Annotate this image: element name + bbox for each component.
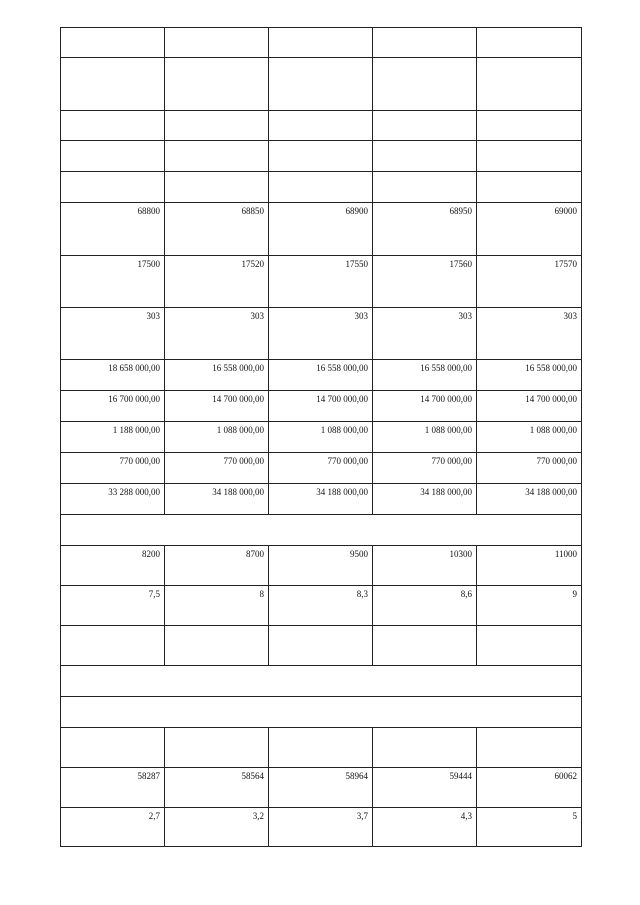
table-section-cell	[61, 666, 582, 697]
table-row	[61, 808, 582, 847]
table-cell	[165, 111, 269, 141]
cell-value	[375, 58, 472, 61]
cell-value: 17560	[449, 259, 472, 269]
cell-value: 68800	[137, 206, 160, 216]
table-cell	[269, 391, 373, 422]
table-cell	[165, 808, 269, 847]
cell-value: 17570	[554, 259, 577, 269]
cell-text	[63, 666, 577, 669]
table-row	[61, 28, 582, 58]
table-cell	[269, 626, 373, 666]
table-cell	[61, 111, 165, 141]
table-cell	[373, 203, 477, 256]
cell-value	[479, 58, 577, 61]
table-cell	[373, 360, 477, 391]
table-cell	[477, 256, 582, 308]
table-section-cell	[61, 697, 582, 728]
cell-value: 1 088 000,00	[216, 425, 264, 435]
table-cell	[269, 453, 373, 484]
table-cell	[477, 453, 582, 484]
cell-value: 303	[146, 311, 160, 321]
cell-value: 17500	[137, 259, 160, 269]
table-cell	[269, 728, 373, 768]
table-cell	[477, 768, 582, 808]
table-cell	[269, 360, 373, 391]
table-cell	[61, 453, 165, 484]
table-row	[61, 546, 582, 586]
table-cell	[165, 58, 269, 111]
cell-value	[479, 728, 577, 731]
cell-value	[167, 28, 264, 31]
cell-value: 59444	[449, 771, 472, 781]
data-table	[60, 27, 582, 847]
cell-value: 16 558 000,00	[525, 363, 577, 373]
table-cell	[373, 28, 477, 58]
cell-value: 17550	[345, 259, 368, 269]
cell-value: 34 188 000,00	[316, 487, 368, 497]
table-row	[61, 391, 582, 422]
table-cell	[61, 768, 165, 808]
table-cell	[269, 308, 373, 360]
table-cell	[61, 586, 165, 626]
table-cell	[61, 626, 165, 666]
table-cell	[165, 546, 269, 586]
cell-value: 303	[563, 311, 577, 321]
table-cell	[373, 256, 477, 308]
table-cell	[477, 58, 582, 111]
table-row	[61, 172, 582, 203]
cell-value: 770 000,00	[536, 456, 577, 466]
cell-value: 770 000,00	[223, 456, 264, 466]
cell-value: 8,3	[356, 589, 368, 599]
cell-value	[271, 111, 368, 114]
cell-value: 8200	[142, 549, 160, 559]
cell-value	[63, 626, 160, 629]
table-cell	[477, 28, 582, 58]
table-cell	[61, 141, 165, 172]
cell-value	[167, 626, 264, 629]
cell-value: 58964	[345, 771, 368, 781]
table-cell	[373, 422, 477, 453]
table-row	[61, 697, 582, 728]
table-cell	[269, 58, 373, 111]
cell-value: 770 000,00	[327, 456, 368, 466]
table-cell	[61, 256, 165, 308]
table-cell	[373, 546, 477, 586]
cell-value: 9	[572, 589, 577, 599]
cell-value: 1 188 000,00	[112, 425, 160, 435]
cell-value: 34 188 000,00	[525, 487, 577, 497]
cell-value	[63, 111, 160, 114]
table-cell	[269, 422, 373, 453]
table-cell	[269, 808, 373, 847]
table-cell	[61, 484, 165, 515]
cell-value	[375, 28, 472, 31]
table-cell	[165, 203, 269, 256]
cell-value: 770 000,00	[119, 456, 160, 466]
table-cell	[269, 546, 373, 586]
table-cell	[373, 768, 477, 808]
table-row	[61, 515, 582, 546]
cell-value	[375, 626, 472, 629]
table-cell	[165, 728, 269, 768]
table-cell	[165, 422, 269, 453]
cell-value	[271, 172, 368, 175]
table-cell	[61, 391, 165, 422]
table-cell	[61, 360, 165, 391]
cell-value: 1 088 000,00	[424, 425, 472, 435]
table-cell	[373, 626, 477, 666]
table-cell	[165, 626, 269, 666]
cell-value	[167, 58, 264, 61]
cell-value: 34 188 000,00	[212, 487, 264, 497]
table-row	[61, 728, 582, 768]
cell-value	[479, 626, 577, 629]
cell-value: 8700	[246, 549, 264, 559]
table-cell	[373, 453, 477, 484]
cell-value	[375, 728, 472, 731]
cell-value	[375, 111, 472, 114]
table-row	[61, 58, 582, 111]
table-cell	[61, 422, 165, 453]
table-cell	[477, 626, 582, 666]
cell-value	[63, 28, 160, 31]
cell-value: 11000	[554, 549, 577, 559]
table-cell	[61, 28, 165, 58]
table-cell	[477, 422, 582, 453]
table-cell	[477, 111, 582, 141]
table-cell	[373, 808, 477, 847]
table-cell	[269, 111, 373, 141]
table-row	[61, 484, 582, 515]
table-cell	[61, 203, 165, 256]
table-cell	[165, 360, 269, 391]
cell-value: 2,7	[148, 811, 160, 821]
table-cell	[165, 391, 269, 422]
table-cell	[373, 484, 477, 515]
table-cell	[269, 141, 373, 172]
cell-value: 16 558 000,00	[212, 363, 264, 373]
table-cell	[477, 546, 582, 586]
cell-value	[479, 28, 577, 31]
cell-value	[271, 626, 368, 629]
cell-value: 69000	[554, 206, 577, 216]
cell-value: 14 700 000,00	[420, 394, 472, 404]
table-cell	[477, 308, 582, 360]
table-row	[61, 308, 582, 360]
table-row	[61, 586, 582, 626]
table-cell	[373, 391, 477, 422]
cell-value: 14 700 000,00	[212, 394, 264, 404]
cell-value	[479, 141, 577, 144]
cell-value	[479, 172, 577, 175]
table-cell	[269, 28, 373, 58]
table-cell	[477, 391, 582, 422]
table-cell	[373, 172, 477, 203]
table-cell	[477, 203, 582, 256]
table-row	[61, 626, 582, 666]
cell-text	[63, 697, 577, 700]
table-cell	[373, 111, 477, 141]
cell-value: 8,6	[460, 589, 472, 599]
cell-value: 58287	[137, 771, 160, 781]
cell-value: 14 700 000,00	[316, 394, 368, 404]
table-cell	[165, 28, 269, 58]
table-cell	[373, 728, 477, 768]
table-row	[61, 666, 582, 697]
table-cell	[373, 586, 477, 626]
cell-value: 7,5	[148, 589, 160, 599]
table-row	[61, 453, 582, 484]
cell-value: 303	[250, 311, 264, 321]
cell-value: 16 700 000,00	[108, 394, 160, 404]
table-cell	[477, 172, 582, 203]
cell-value	[375, 141, 472, 144]
cell-value: 8	[259, 589, 264, 599]
table-cell	[165, 172, 269, 203]
cell-value: 68850	[241, 206, 264, 216]
table-cell	[477, 728, 582, 768]
cell-value	[63, 728, 160, 731]
table-cell	[269, 484, 373, 515]
table-cell	[165, 256, 269, 308]
cell-value: 16 558 000,00	[420, 363, 472, 373]
table-cell	[61, 58, 165, 111]
table-row	[61, 141, 582, 172]
cell-value: 58564	[241, 771, 264, 781]
table-cell	[61, 728, 165, 768]
cell-value	[63, 58, 160, 61]
table-row	[61, 360, 582, 391]
cell-value	[479, 111, 577, 114]
table-row	[61, 203, 582, 256]
table-cell	[373, 308, 477, 360]
table-cell	[269, 768, 373, 808]
cell-value: 303	[354, 311, 368, 321]
cell-value: 3,2	[252, 811, 264, 821]
table-row	[61, 111, 582, 141]
table-cell	[373, 141, 477, 172]
cell-value: 18 658 000,00	[108, 363, 160, 373]
table-cell	[269, 586, 373, 626]
cell-value: 1 088 000,00	[320, 425, 368, 435]
cell-value	[271, 141, 368, 144]
table-cell	[477, 484, 582, 515]
table-cell	[477, 586, 582, 626]
cell-value: 16 558 000,00	[316, 363, 368, 373]
table-cell	[165, 484, 269, 515]
cell-value: 14 700 000,00	[525, 394, 577, 404]
cell-value: 33 288 000,00	[108, 487, 160, 497]
table-body	[61, 28, 582, 847]
cell-value: 68900	[345, 206, 368, 216]
cell-value	[271, 728, 368, 731]
table-row	[61, 422, 582, 453]
cell-value: 60062	[554, 771, 577, 781]
cell-value	[63, 172, 160, 175]
table-cell	[477, 141, 582, 172]
cell-value	[271, 58, 368, 61]
table-cell	[373, 58, 477, 111]
table-cell	[269, 172, 373, 203]
table-cell	[61, 172, 165, 203]
cell-value	[167, 141, 264, 144]
cell-value: 5	[572, 811, 577, 821]
cell-value: 68950	[449, 206, 472, 216]
cell-value	[63, 141, 160, 144]
cell-value: 770 000,00	[431, 456, 472, 466]
table-row	[61, 256, 582, 308]
table-cell	[269, 256, 373, 308]
table-cell	[165, 768, 269, 808]
table-cell	[165, 141, 269, 172]
table-row	[61, 768, 582, 808]
table-cell	[61, 308, 165, 360]
table-cell	[165, 586, 269, 626]
table-cell	[477, 808, 582, 847]
cell-value: 4,3	[460, 811, 472, 821]
cell-value	[271, 28, 368, 31]
table-cell	[165, 453, 269, 484]
cell-value: 17520	[241, 259, 264, 269]
cell-value	[167, 172, 264, 175]
cell-value: 3,7	[356, 811, 368, 821]
cell-value	[167, 111, 264, 114]
cell-value: 9500	[350, 549, 368, 559]
table-section-cell	[61, 515, 582, 546]
cell-value: 34 188 000,00	[420, 487, 472, 497]
table-cell	[61, 546, 165, 586]
table-cell	[165, 308, 269, 360]
cell-value	[375, 172, 472, 175]
cell-value	[167, 728, 264, 731]
cell-text	[63, 515, 577, 518]
table-cell	[269, 203, 373, 256]
cell-value: 1 088 000,00	[529, 425, 577, 435]
cell-value: 303	[458, 311, 472, 321]
table-cell	[477, 360, 582, 391]
table-cell	[61, 808, 165, 847]
cell-value: 10300	[449, 549, 472, 559]
